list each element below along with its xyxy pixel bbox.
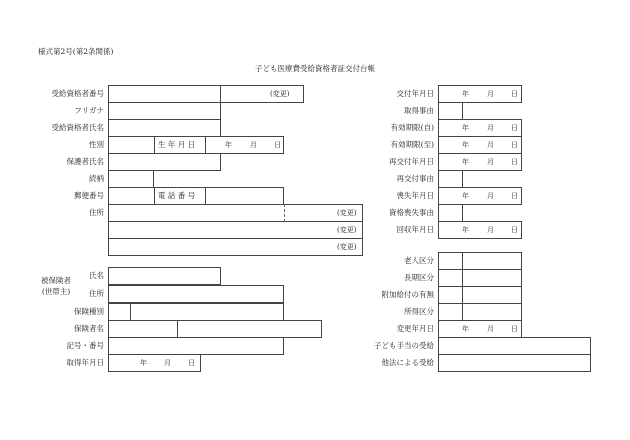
label-recipient-number: 受給資格者番号 bbox=[51, 89, 104, 98]
field-acquisition-reason[interactable] bbox=[438, 102, 463, 120]
field-valid-from[interactable] bbox=[438, 119, 522, 137]
label-reissue-date: 再交付年月日 bbox=[389, 157, 434, 166]
label-relationship: 続柄 bbox=[89, 174, 104, 183]
label-recipient-name: 受給資格者氏名 bbox=[51, 123, 104, 132]
label-child-allowance: 子ども手当の受給 bbox=[374, 341, 434, 350]
date-month: 月 bbox=[487, 124, 494, 132]
label-reissue-reason: 再交付事由 bbox=[396, 174, 434, 183]
field-insured-name[interactable] bbox=[108, 267, 221, 285]
field-collection-date[interactable] bbox=[438, 221, 522, 239]
date-month: 月 bbox=[487, 192, 494, 200]
label-insured-group-1: 被保険者 bbox=[41, 276, 71, 285]
date-month: 月 bbox=[487, 90, 494, 98]
label-loss-date: 喪失年月日 bbox=[396, 191, 434, 200]
date-month: 月 bbox=[487, 226, 494, 234]
field-insurance-type[interactable] bbox=[108, 303, 284, 321]
change-mark: (変更) bbox=[270, 90, 290, 98]
divider bbox=[154, 136, 155, 154]
date-year: 年 bbox=[462, 325, 469, 333]
field-loss-reason[interactable] bbox=[438, 204, 463, 222]
label-insurance-type: 保険種別 bbox=[74, 307, 104, 316]
label-insurer-name: 保険者名 bbox=[74, 324, 104, 333]
label-acquired-date: 取得年月日 bbox=[66, 358, 104, 367]
field-address-1[interactable] bbox=[108, 204, 363, 222]
field-recipient-name[interactable] bbox=[108, 119, 221, 137]
label-guardian-name: 保護者氏名 bbox=[66, 157, 104, 166]
label-valid-from: 有効期限(自) bbox=[390, 123, 434, 132]
divider bbox=[462, 286, 463, 304]
date-year: 年 bbox=[462, 192, 469, 200]
field-reissue-date[interactable] bbox=[438, 153, 522, 171]
date-day: 日 bbox=[274, 141, 281, 149]
field-child-allowance[interactable] bbox=[438, 337, 591, 355]
divider bbox=[177, 320, 178, 338]
field-insured-address[interactable] bbox=[108, 285, 284, 303]
date-month: 月 bbox=[487, 325, 494, 333]
divider bbox=[154, 187, 155, 205]
divider bbox=[462, 303, 463, 321]
date-day: 日 bbox=[511, 90, 518, 98]
label-phone: 電 話 番 号 bbox=[158, 191, 196, 200]
label-postal-code: 郵便番号 bbox=[74, 191, 104, 200]
date-year: 年 bbox=[462, 158, 469, 166]
field-guardian-name[interactable] bbox=[108, 153, 221, 171]
label-income-category: 所得区分 bbox=[404, 307, 434, 316]
date-year: 年 bbox=[140, 359, 147, 367]
field-supplementary-benefit[interactable] bbox=[438, 286, 522, 304]
change-mark: (変更) bbox=[337, 226, 357, 234]
date-year: 年 bbox=[462, 124, 469, 132]
label-insured-group-2: (世帯主) bbox=[41, 287, 71, 296]
field-symbol-number[interactable] bbox=[108, 337, 284, 355]
field-gender-birthdate[interactable] bbox=[108, 136, 284, 154]
field-other-law[interactable] bbox=[438, 354, 591, 372]
date-month: 月 bbox=[487, 141, 494, 149]
field-income-category[interactable] bbox=[438, 303, 522, 321]
field-relationship[interactable] bbox=[108, 170, 154, 188]
divider bbox=[462, 269, 463, 287]
label-loss-reason: 資格喪失事由 bbox=[389, 208, 434, 217]
divider bbox=[205, 136, 206, 154]
label-collection-date: 回収年月日 bbox=[396, 225, 434, 234]
label-elderly-category: 老人区分 bbox=[404, 256, 434, 265]
dashed-divider bbox=[284, 204, 285, 222]
date-day: 日 bbox=[511, 226, 518, 234]
date-month: 月 bbox=[487, 158, 494, 166]
label-symbol-number: 記号・番号 bbox=[66, 341, 104, 350]
field-loss-date[interactable] bbox=[438, 187, 522, 205]
date-day: 日 bbox=[511, 141, 518, 149]
divider bbox=[220, 85, 221, 103]
field-address-2[interactable] bbox=[108, 221, 363, 239]
field-furigana[interactable] bbox=[108, 102, 221, 120]
label-gender: 性別 bbox=[89, 140, 104, 149]
label-issue-date: 交付年月日 bbox=[396, 89, 434, 98]
date-day: 日 bbox=[188, 359, 195, 367]
date-day: 日 bbox=[511, 192, 518, 200]
label-insured-address: 住所 bbox=[89, 289, 104, 298]
label-acquisition-reason: 取得事由 bbox=[404, 106, 434, 115]
label-change-date: 変更年月日 bbox=[396, 324, 434, 333]
field-address-3[interactable] bbox=[108, 238, 363, 256]
divider bbox=[462, 252, 463, 270]
change-mark: (変更) bbox=[337, 209, 357, 217]
label-furigana: フリガナ bbox=[74, 106, 104, 115]
date-day: 日 bbox=[511, 124, 518, 132]
date-year: 年 bbox=[462, 226, 469, 234]
field-long-term-category[interactable] bbox=[438, 269, 522, 287]
label-long-term-category: 長期区分 bbox=[404, 273, 434, 282]
date-month: 月 bbox=[250, 141, 257, 149]
label-valid-to: 有効期限(至) bbox=[390, 140, 434, 149]
field-insurer-name[interactable] bbox=[108, 320, 322, 338]
field-valid-to[interactable] bbox=[438, 136, 522, 154]
field-issue-date[interactable] bbox=[438, 85, 522, 103]
date-day: 日 bbox=[511, 325, 518, 333]
page-title: 子ども医療費受給資格者証交付台帳 bbox=[255, 64, 375, 73]
label-other-law: 他法による受給 bbox=[381, 358, 434, 367]
label-supplementary-benefit: 附加給付の有無 bbox=[381, 290, 434, 299]
divider bbox=[205, 187, 206, 205]
date-year: 年 bbox=[462, 90, 469, 98]
date-month: 月 bbox=[164, 359, 171, 367]
divider bbox=[130, 303, 131, 321]
date-year: 年 bbox=[462, 141, 469, 149]
form-number: 様式第2号(第2条関係) bbox=[38, 47, 114, 56]
label-address: 住所 bbox=[89, 208, 104, 217]
field-change-date[interactable] bbox=[438, 320, 522, 338]
date-year: 年 bbox=[225, 141, 232, 149]
label-birth-date: 生 年 月 日 bbox=[158, 140, 196, 149]
field-reissue-reason[interactable] bbox=[438, 170, 463, 188]
field-postal-phone[interactable] bbox=[108, 187, 284, 205]
change-mark: (変更) bbox=[337, 243, 357, 251]
label-insured-name: 氏名 bbox=[89, 271, 104, 280]
field-elderly-category[interactable] bbox=[438, 252, 522, 270]
date-day: 日 bbox=[511, 158, 518, 166]
